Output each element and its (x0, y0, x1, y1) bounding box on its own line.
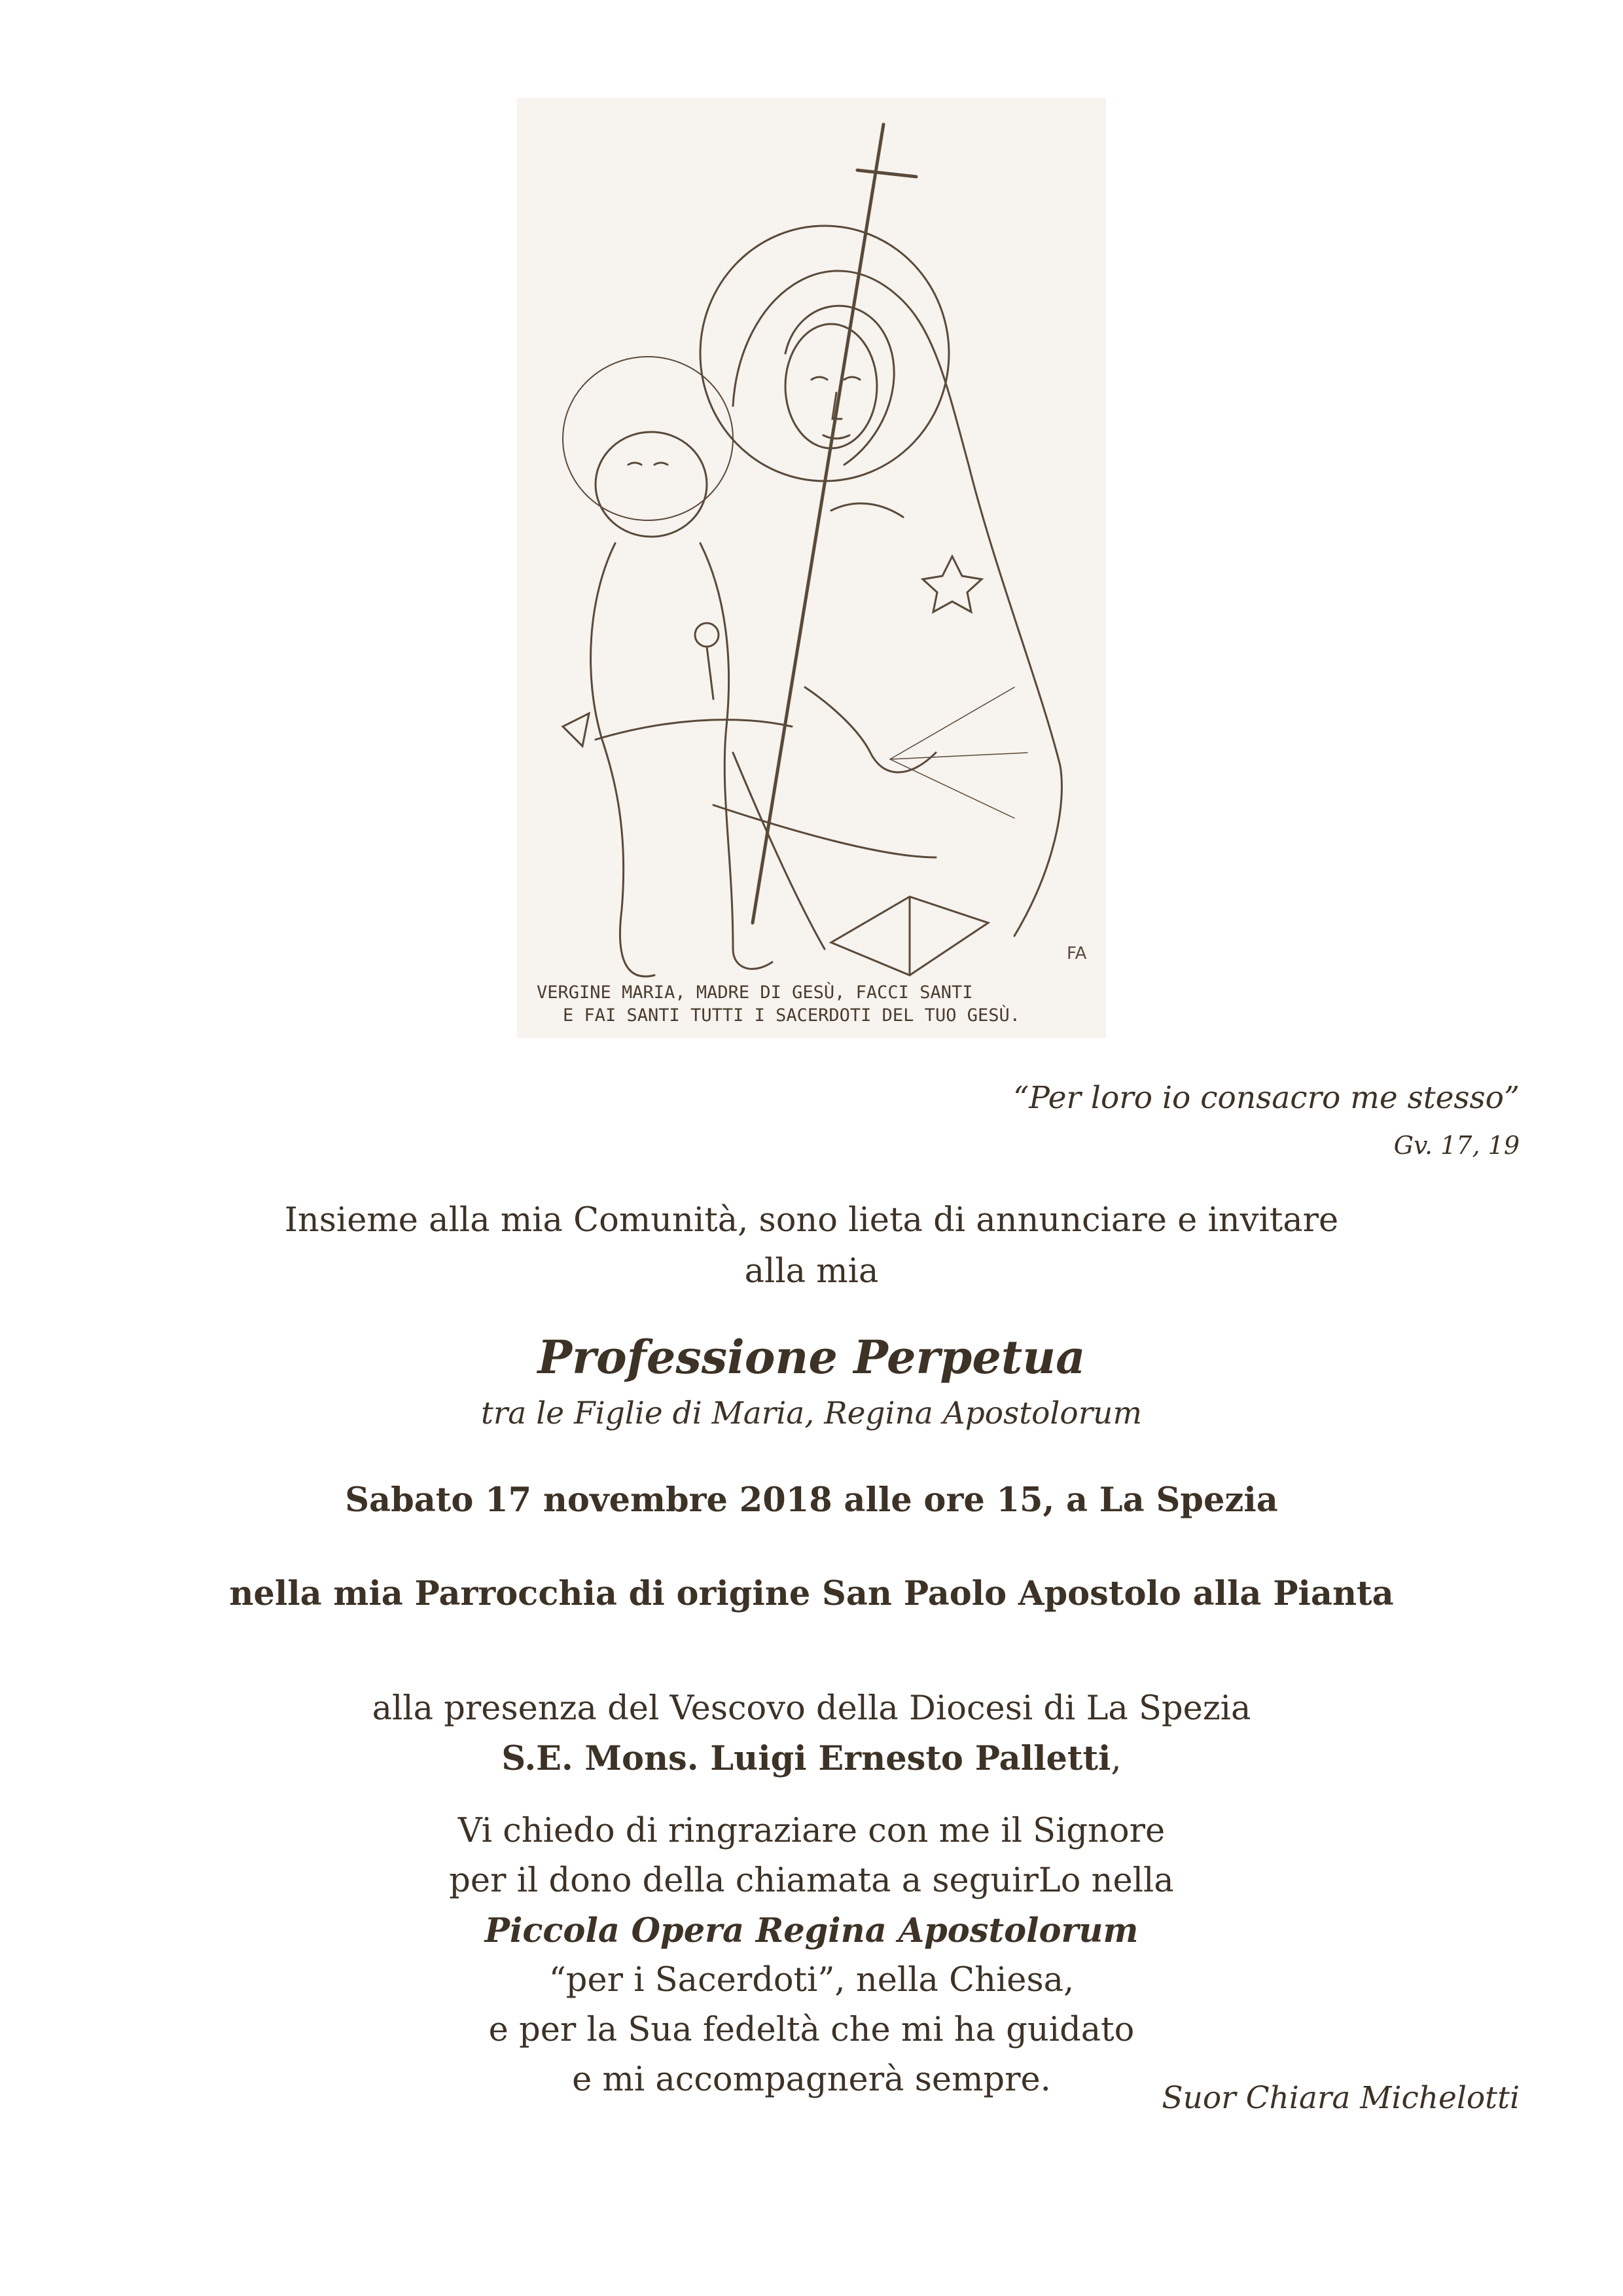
event-date: Sabato 17 novembre 2018 alle ore 15, a La Spezia (345, 1480, 1278, 1520)
intro-paragraph (0, 1195, 1623, 1297)
bishop-name: S.E. Mons. Luigi Ernesto Palletti (501, 1739, 1111, 1778)
bishop-line (0, 1734, 1623, 1784)
epigraph-reference: Gv. 17, 19 (1393, 1131, 1520, 1160)
congregation-name: Piccola Opera Regina Apostolorum (484, 1911, 1139, 1950)
thanks-line: e per la Sua fedeltà che mi ha guidato (488, 2011, 1135, 2049)
thanks-paragraph (0, 1806, 1623, 2105)
thanks-line: e mi accompagnerà sempre. (572, 2060, 1051, 2099)
artist-monogram: FA (1067, 944, 1087, 963)
presence-line: alla presenza del Vescovo della Diocesi di La Spezia (372, 1689, 1251, 1728)
illustration-caption-line1: VERGINE MARIA, MADRE DI GESÙ, FACCI SANTI (537, 982, 973, 1003)
event-place: nella mia Parrocchia di origine San Paolo Apostolo alla Pianta (229, 1574, 1394, 1613)
bishop-comma: , (1111, 1740, 1122, 1778)
thanks-line: Vi chiedo di ringraziare con me il Signore (457, 1812, 1166, 1850)
intro-line: alla mia (744, 1252, 879, 1291)
event-title: Professione Perpetua (537, 1330, 1086, 1384)
madonna-child-illustration (517, 98, 1106, 1038)
thanks-line: “per i Sacerdoti”, nella Chiesa, (548, 1961, 1075, 2000)
thanks-line: per il dono della chiamata a seguirLo nella (449, 1861, 1174, 1900)
presence-paragraph (0, 1684, 1623, 1784)
intro-line: Insieme alla mia Comunità, sono lieta di annunciare e invitare (284, 1201, 1339, 1240)
illustration-caption-line2: E FAI SANTI TUTTI I SACERDOTI DEL TUO GESÙ. (563, 1005, 1020, 1026)
event-subtitle: tra le Figlie di Maria, Regina Apostolorum (480, 1395, 1143, 1431)
signature: Suor Chiara Michelotti (1162, 2080, 1520, 2116)
epigraph-quote: “Per loro io consacro me stesso” (1013, 1080, 1520, 1116)
